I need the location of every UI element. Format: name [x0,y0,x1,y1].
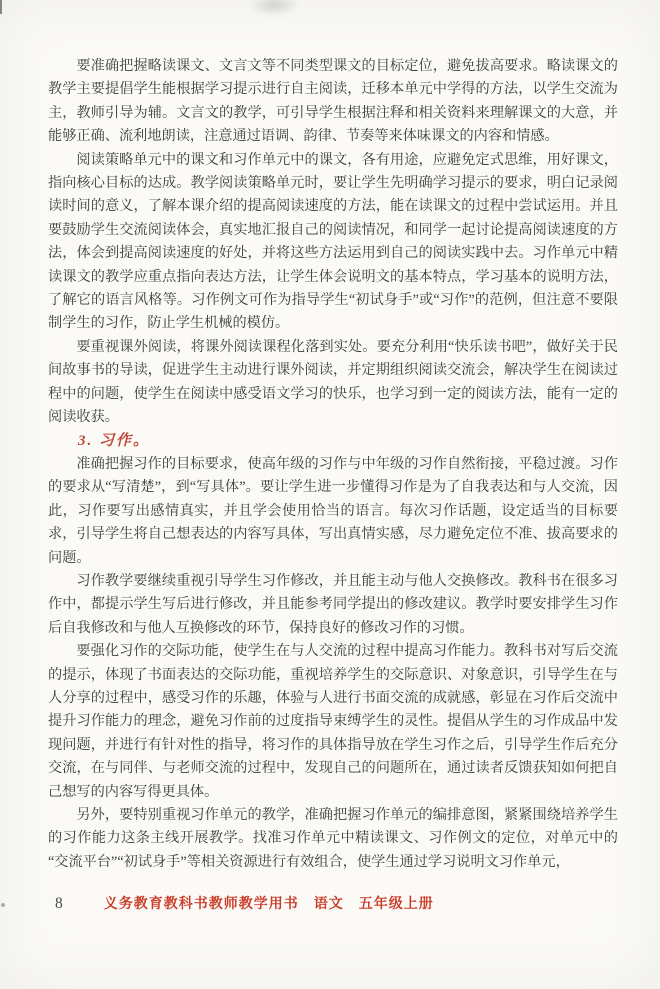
page-number: 8 [55,895,63,912]
paragraph-strategy-units: 阅读策略单元中的课文和习作单元中的课文，各有用途，应避免定式思维，用好课文，指向核心目标的达成。教学阅读策略单元时，要让学生先明确学习提示的要求，明白记录阅读时间的意义，了解本课介绍的提高阅读速度的方法，能在读课文的过程中尝试运用。并且要鼓励学生交流阅读体会，真实地汇报自己的阅读情况，和同学一起讨论提高阅读速度的方法，体会到提高阅读速度的好处，并将这些方法运用到自己的阅读实践中去。习作单元中精读课文的教学应重点指向表达方法，让学生体会说明文的基本特点，学习基本的说明方法，了解它的语言风格等。习作例文可作为指导学生“初试身手”或“习作”的范例，但注意不要限制学生的习作，防止学生机械的模仿。 [48,151,618,332]
paragraph-writing-revision: 习作教学要继续重视引导学生习作修改，并且能主动与他人交换修改。教科书在很多习作中，都提示学生写后进行修改，并且能参考同学提出的修改建议。教学时要安排学生习作后自我修改和与他人互换修改的环节，保持良好的修改习作的习惯。 [48,572,618,636]
scan-artifact-speck [1,903,5,907]
book-title: 义务教育教科书教师教学用书 语文 五年级上册 [103,897,434,912]
section-heading-xizuo: 3. 习作。 [78,432,151,449]
paragraph-extracurricular-reading: 要重视课外阅读，将课外阅读课程化落到实处。要充分利用“快乐读书吧”，做好关于民间故事书的导读，促进学生主动进行课外阅读，并定期组织阅读交流会，解决学生在阅读过程中的问题，使学生在阅读中感受语文学习的快乐，也学习到一定的阅读方法，能有一定的阅读收获。 [48,338,618,426]
paragraph-target-positioning: 要准确把握略读课文、文言文等不同类型课文的目标定位，避免拔高要求。略读课文的教学主要提倡学生能根据学习提示进行自主阅读，迁移本单元中学得的方法，以学生交流为主，教师引导为辅。文言文的教学，可引导学生根据注释和相关资料来理解课文的大意，并能够正确、流利地朗读，注意通过语调、韵律、节奏等来体味课文的内容和情感。 [48,58,618,145]
scan-artifact-corner-tick [0,0,2,14]
paragraph-communicative-function: 要强化习作的交际功能，使学生在与人交流的过程中提高习作能力。教科书对写后交流的提示，体现了书面表达的交际功能，重视培养学生的交际意识、对象意识，引导学生在与人分享的过程中，感受习作的乐趣，体验与人进行书面交流的成就感，彰显在习作后交流中提升习作能力的理念，避免习作前的过度指导束缚学生的灵性。提倡从学生的习作成品中发现问题，并进行有针对性的指导，将习作的具体指导放在学生习作之后，引导学生作后充分交流，在与同伴、与老师交流的过程中，发现自己的问题所在，通过读者反馈获知如何把自己想写的内容写得更具体。 [48,643,618,800]
page-footer [48,893,618,913]
paragraph-writing-goals: 准确把握习作的目标要求，使高年级的习作与中年级的习作自然衔接，平稳过渡。习作的要求从“写清楚”，到“写具体”。要让学生进一步懂得习作是为了自我表达和与人交流，因此，习作要写出感情真实，并且学会使用恰当的语言。每次习作话题，设定适当的目标要求，引导学生将自己想表达的内容写具体，写出真情实感，尽力避免定位不准、拔高要求的问题。 [48,455,618,566]
scan-artifact-smudge [248,0,300,16]
paragraph-writing-unit-teaching: 另外，要特别重视习作单元的教学，准确把握习作单元的编排意图，紧紧围绕培养学生的习作能力这条主线开展教学。找准习作单元中精读课文、习作例文的定位，对单元中的“交流平台”“初试身手”等相关资源进行有效组合，使学生通过学习说明文习作单元， [48,807,618,870]
page-body [48,55,618,874]
